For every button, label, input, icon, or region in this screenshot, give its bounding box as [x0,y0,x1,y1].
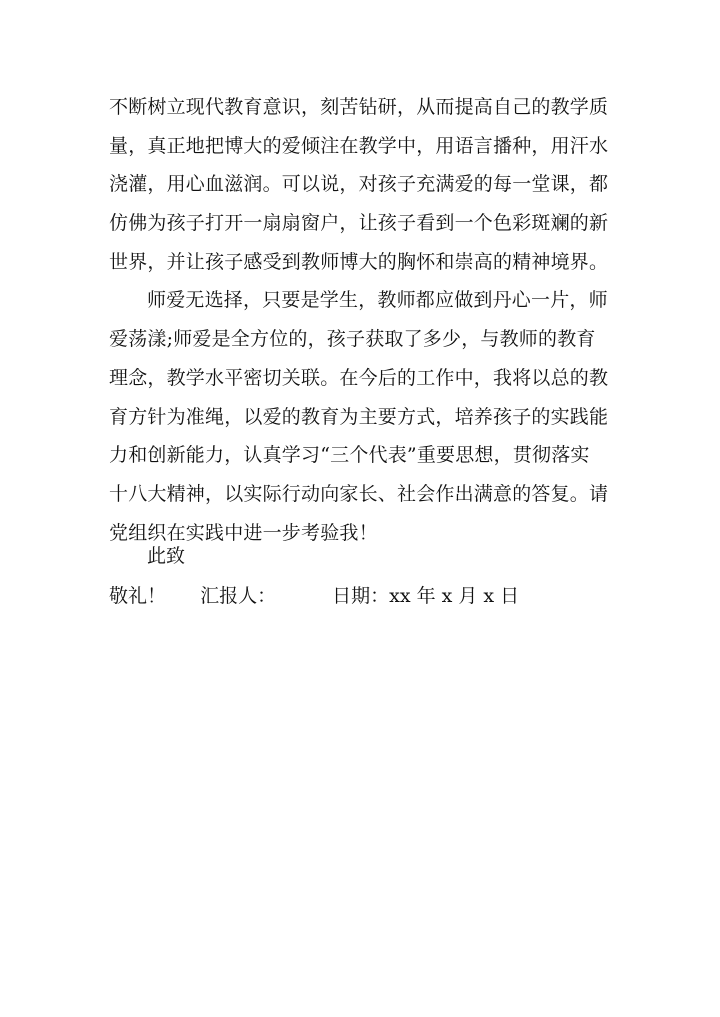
signature-row [109,577,519,615]
paragraph-2-line-2: 爱荡漾;师爱是全方位的，孩子获取了多少，与教师的教育 [109,328,596,351]
paragraph-1-line-3: 浇灌，用心血滋润。可以说，对孩子充满爱的每一堂课，都 [109,173,609,196]
date-label: 日期：xx 年 x 月 x 日 [332,585,520,607]
reporter-label: 汇报人： [200,585,277,607]
closing-phrase: 此致 [147,545,186,567]
paragraph-2-line-1: 师爱无选择，只要是学生，教师都应做到丹心一片，师 [147,289,608,312]
paragraph-2-line-6: 十八大精神，以实际行动向家长、社会作出满意的答复。请 [109,482,609,505]
paragraph-1-line-1: 不断树立现代教育意识，刻苦钻研，从而提高自己的教学质 [109,96,609,118]
paragraph-1-line-2: 量，真正地把博大的爱倾注在教学中，用语言播种，用汗水 [109,134,609,157]
paragraph-2-line-7: 党组织在实践中进一步考验我！ [109,521,378,544]
paragraph-1-line-4: 仿佛为孩子打开一扇扇窗户，让孩子看到一个色彩斑斓的新 [109,212,609,235]
paragraph-2-line-4: 育方针为准绳，以爱的教育为主要方式，培养孩子的实践能 [109,405,609,428]
paragraph-2-line-5: 力和创新能力，认真学习“三个代表”重要思想，贯彻落实 [109,444,590,467]
paragraph-1-line-5: 世界，并让孩子感受到教师博大的胸怀和崇高的精神境界。 [109,250,609,273]
paragraph-2-line-3: 理念，教学水平密切关联。在今后的工作中，我将以总的教 [109,366,609,389]
salute-text: 敬礼！ [109,585,167,607]
letter-body [109,88,619,552]
